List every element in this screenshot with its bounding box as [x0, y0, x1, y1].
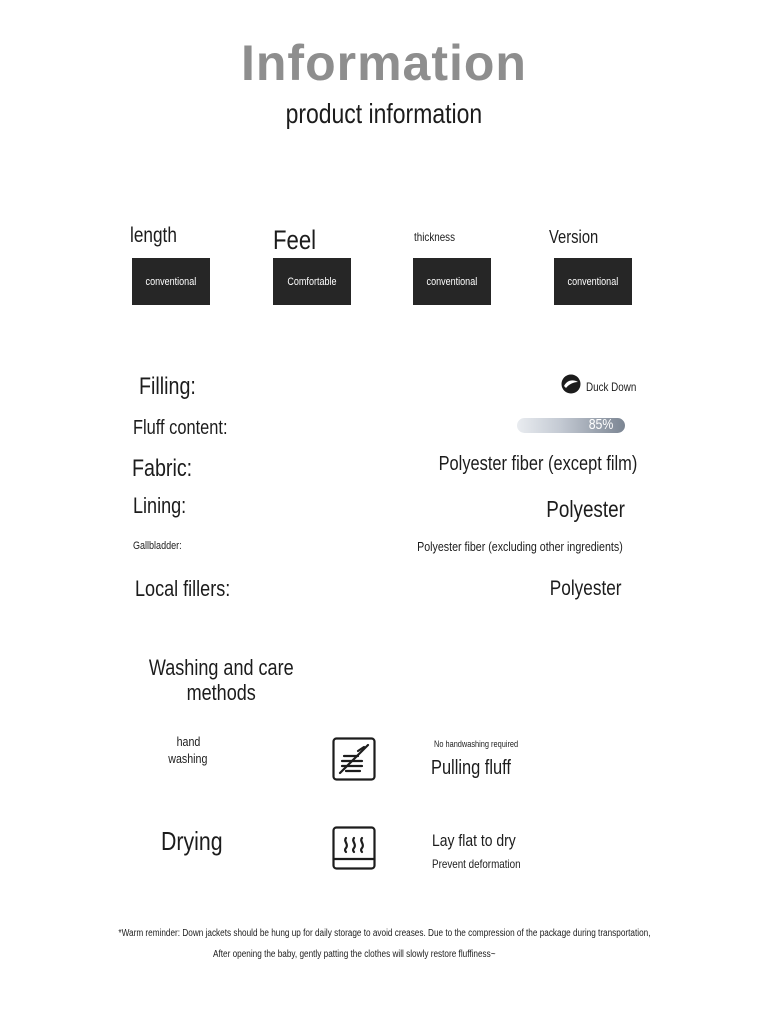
filling-label: Filling:	[139, 373, 196, 400]
attr-label-length: length	[130, 224, 177, 247]
fluff-content-label: Fluff content:	[133, 417, 228, 439]
attr-value-feel: Comfortable	[273, 258, 351, 305]
attr-label-thickness: thickness	[414, 230, 456, 244]
fabric-label: Fabric:	[132, 455, 193, 482]
care-section-title: Washing and care methods	[148, 655, 294, 705]
gallbladder-value: Polyester fiber (excluding other ingredients)	[417, 539, 623, 554]
fabric-value: Polyester fiber (except film)	[438, 453, 637, 475]
filling-value: Duck Down	[586, 380, 637, 394]
hand-washing-note: No handwashing required	[434, 739, 519, 749]
gallbladder-label: Gallbladder:	[133, 540, 182, 552]
drying-note: Prevent deformation	[432, 857, 521, 871]
lining-value: Polyester	[546, 496, 625, 522]
page-title: Information	[241, 35, 527, 91]
duck-down-icon	[561, 374, 581, 399]
local-fillers-label: Local fillers:	[135, 576, 231, 601]
fluff-content-value: 85%	[588, 416, 614, 433]
warm-reminder-line1: *Warm reminder: Down jackets should be hung up for daily storage to avoid creases. Due to the compression of the package during transportation,	[117, 928, 651, 939]
warm-reminder-line2: After opening the baby, gently patting the clothes will slowly restore fluffiness~	[212, 949, 496, 960]
hand-washing-value: Pulling fluff	[431, 757, 511, 779]
tumble-dry-icon	[332, 826, 376, 870]
attr-value-version: conventional	[554, 258, 632, 305]
local-fillers-value: Polyester	[550, 577, 622, 600]
lining-label: Lining:	[133, 493, 187, 518]
attr-value-thickness: conventional	[413, 258, 491, 305]
no-handwash-icon	[332, 737, 376, 781]
page-subtitle: product information	[285, 98, 483, 129]
attr-value-length: conventional	[132, 258, 210, 305]
attr-label-feel: Feel	[273, 225, 317, 255]
attr-label-version: Version	[549, 227, 599, 247]
drying-label: Drying	[161, 826, 223, 856]
hand-washing-label: hand washing	[168, 734, 208, 766]
drying-value: Lay flat to dry	[432, 831, 516, 850]
